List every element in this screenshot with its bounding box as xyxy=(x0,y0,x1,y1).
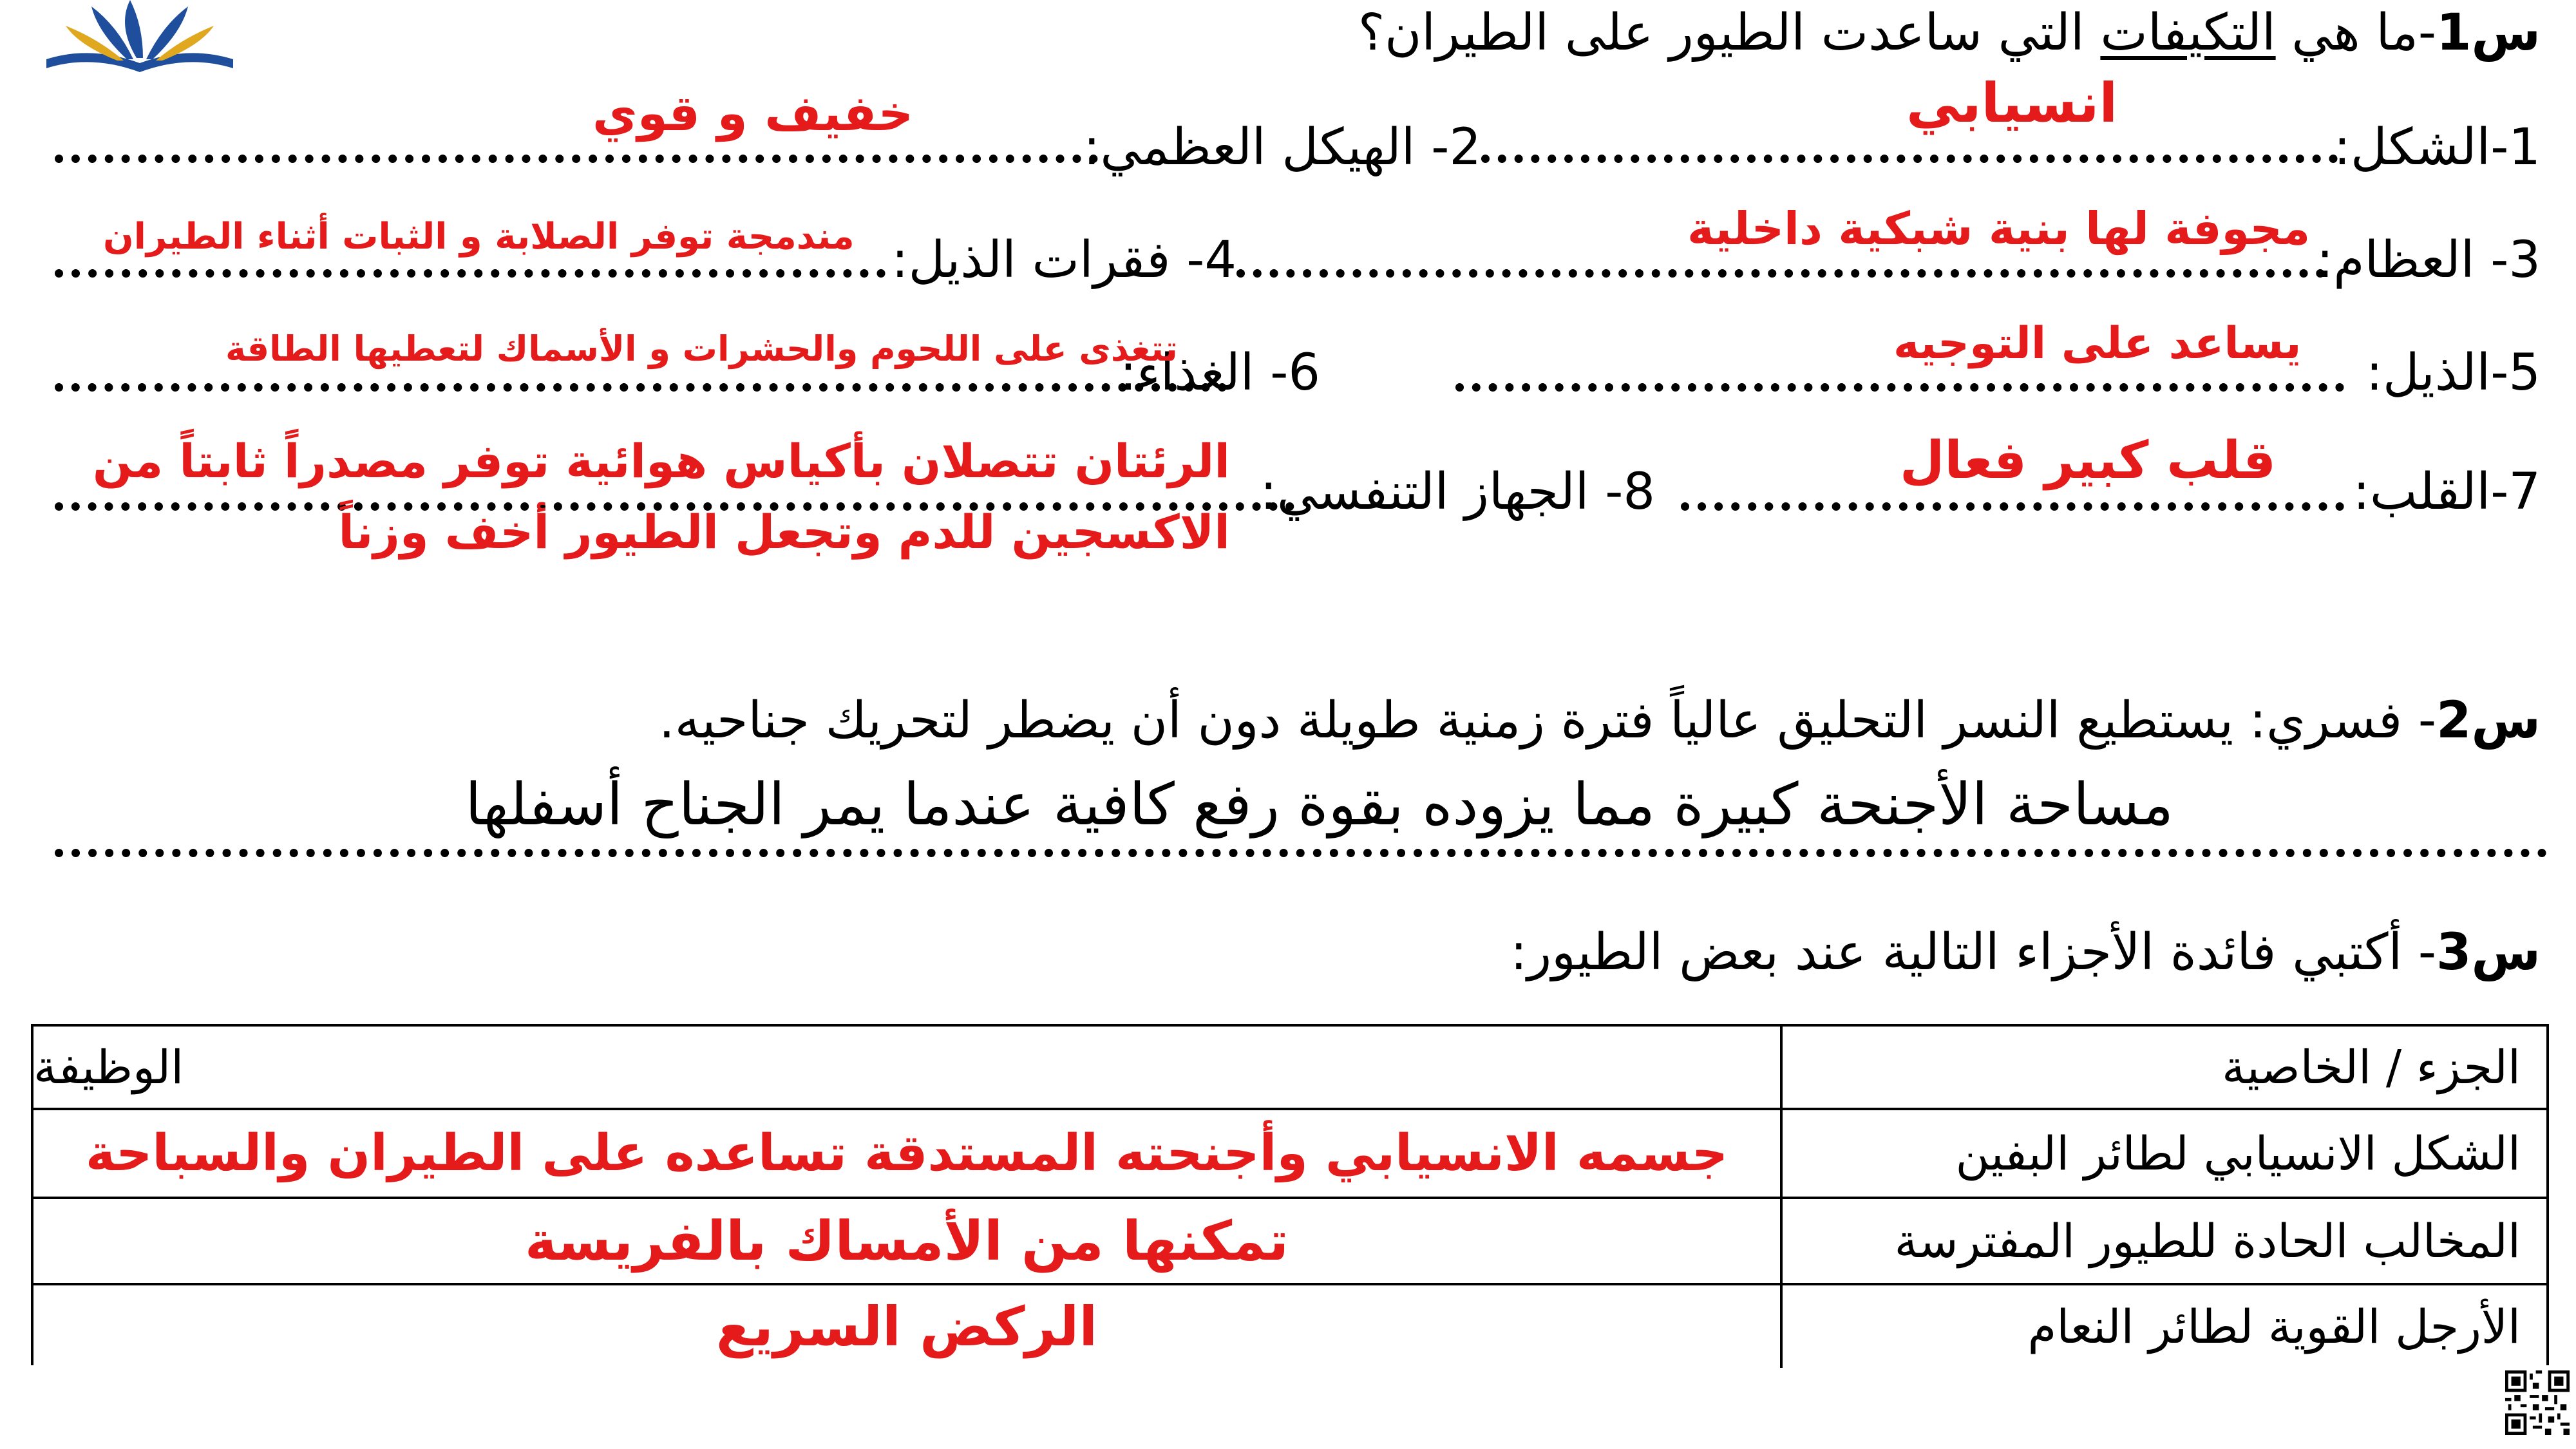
q1-answer-line-bones xyxy=(1236,269,2325,278)
q1-answer-line-tail xyxy=(1455,383,2344,392)
q1-label-bones: 3- العظام: xyxy=(2316,231,2541,289)
q1-label-skeleton: 2- الهيكل العظمي: xyxy=(1083,118,1481,176)
table-cell-part: المخالب الحادة للطيور المفترسة xyxy=(1894,1214,2521,1268)
table-header-part: الجزء / الخاصية xyxy=(2222,1040,2521,1094)
qr-code-icon xyxy=(2505,1370,2570,1435)
q1-answer-shape: انسيابي xyxy=(1906,71,2118,135)
q1-answer-line-tail-vertebrae xyxy=(55,269,886,278)
q3-number: س3 xyxy=(2436,923,2541,981)
table-cell-part: الشكل الانسيابي لطائر البفين xyxy=(1955,1126,2521,1180)
q1-text-before: -ما هي xyxy=(2275,4,2437,62)
q1-label-tail: 5-الذيل: xyxy=(2365,344,2541,402)
q1-answer-food: تتغذى على اللحوم والحشرات و الأسماك لتعطيها الطاقة xyxy=(225,328,1178,369)
q1-number: س1 xyxy=(2436,4,2541,62)
q2-title xyxy=(658,692,2541,750)
q1-text-underlined: التكيفات xyxy=(2100,4,2276,62)
table-cell-function: جسمه الانسيابي وأجنحته المستدقة تساعده على الطيران والسباحة xyxy=(33,1110,1783,1197)
q1-answer-respiratory-line1: الرئتان تتصلان بأكياس هوائية توفر مصدراً ثابتاً من xyxy=(92,434,1230,488)
table-header-row xyxy=(33,1027,2546,1110)
table-header-function: الوظيفة xyxy=(33,1027,1783,1108)
q1-answer-tail: يساعد على التوجيه xyxy=(1893,318,2302,369)
table-cell-function: الركض السريع xyxy=(33,1285,1783,1368)
q2-text: - فسري: يستطيع النسر التحليق عالياً فترة زمنية طويلة دون أن يضطر لتحريك جناحيه. xyxy=(658,692,2437,750)
q1-answer-line-food xyxy=(55,383,1227,392)
q2-answer-line xyxy=(55,849,2547,857)
q3-text: - أكتبي فائدة الأجزاء التالية عند بعض الطيور: xyxy=(1510,923,2437,981)
table-cell-function: تمكنها من الأمساك بالفريسة xyxy=(33,1199,1783,1283)
q1-answer-skeleton: خفيف و قوي xyxy=(592,84,914,142)
q1-label-shape: 1-الشكل: xyxy=(2333,118,2541,176)
q1-label-tail-vertebrae: 4- فقرات الذيل: xyxy=(891,231,1236,289)
q1-answer-heart: قلب كبير فعال xyxy=(1900,430,2277,490)
q1-answer-tail-vertebrae: مندمجة توفر الصلابة و الثبات أثناء الطيران xyxy=(103,216,855,258)
q1-answer-line-shape xyxy=(1481,155,2338,163)
q1-text-after: التي ساعدت الطيور على الطيران؟ xyxy=(1358,4,2101,62)
table-row xyxy=(33,1110,2546,1199)
q2-answer: مساحة الأجنحة كبيرة مما يزوده بقوة رفع كافية عندما يمر الجناح أسفلها xyxy=(465,771,2174,838)
table-row xyxy=(33,1285,2546,1368)
functions-table xyxy=(31,1024,2549,1365)
table-cell-part: الأرجل القوية لطائر النعام xyxy=(2027,1300,2521,1354)
table-row xyxy=(33,1199,2546,1285)
q1-answer-line-skeleton xyxy=(55,155,1098,163)
q1-label-respiratory: 8- الجهاز التنفسي: xyxy=(1260,463,1655,521)
q1-answer-line-heart xyxy=(1681,502,2344,511)
q1-title xyxy=(1358,4,2541,62)
book-logo-icon xyxy=(40,0,240,77)
q3-title xyxy=(1510,923,2541,981)
q2-number: س2 xyxy=(2436,692,2541,750)
q1-label-food: 6- الغذاء: xyxy=(1119,344,1320,402)
q1-answer-bones: مجوفة لها بنية شبكية داخلية xyxy=(1687,202,2311,255)
q1-label-heart: 7-القلب: xyxy=(2353,463,2541,521)
q1-answer-respiratory-line2: الاكسجين للدم وتجعل الطيور أخف وزناً xyxy=(338,505,1230,559)
